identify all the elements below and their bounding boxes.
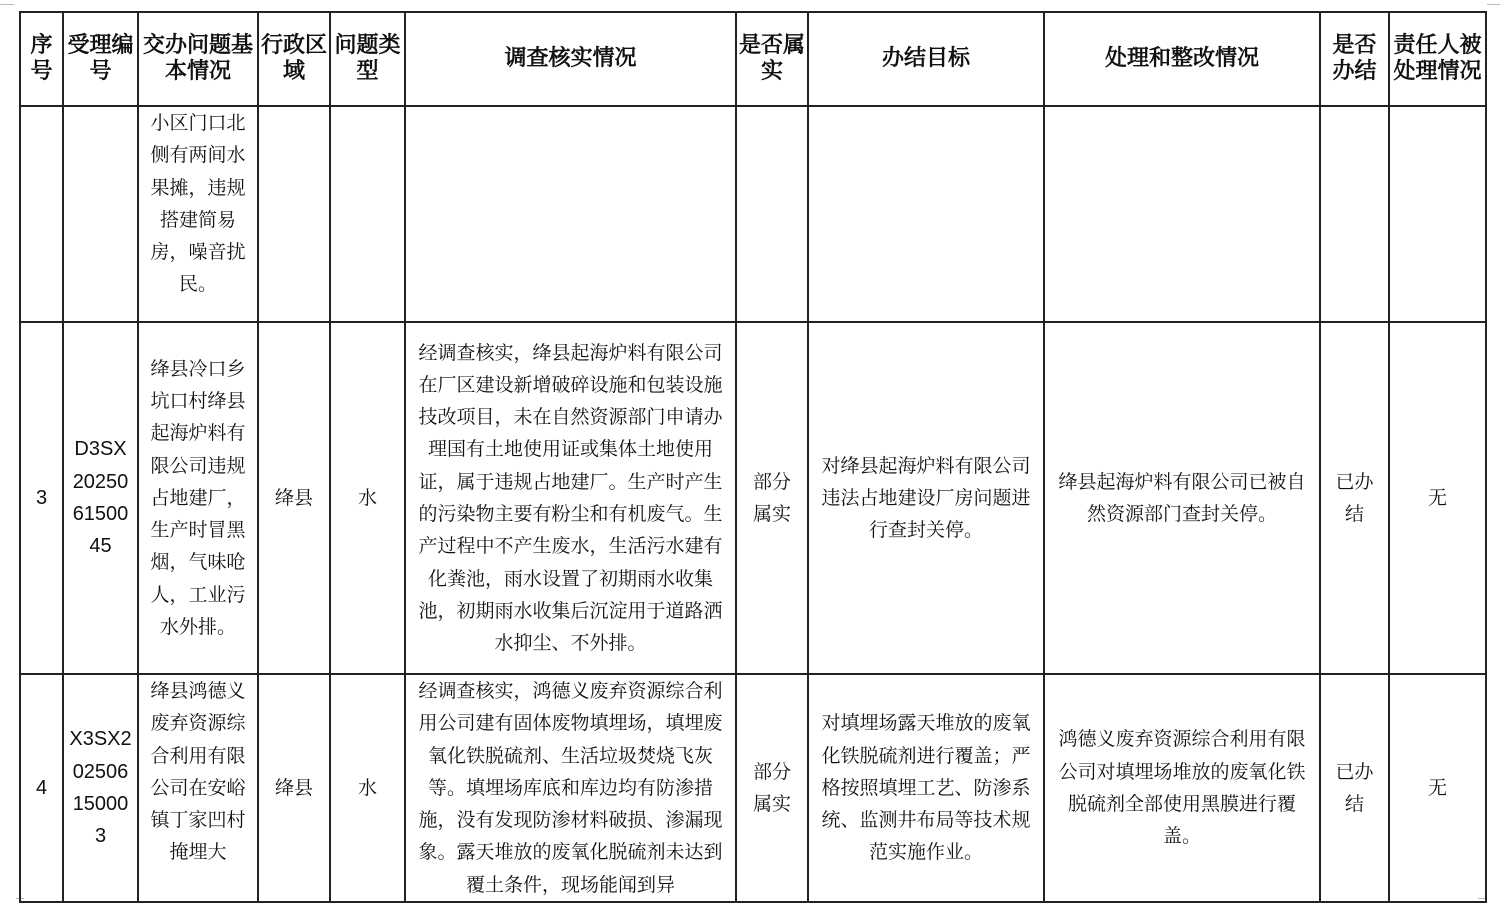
cell-verified: 部分属实 <box>736 674 808 902</box>
page-edge <box>1487 4 1500 5</box>
cell-region: 绛县 <box>258 674 330 902</box>
cell-summary: 绛县冷口乡坑口村绛县起海炉料有限公司违规占地建厂，生产时冒黑烟，气味呛人，工业污水外排。 <box>138 322 258 674</box>
header-summary: 交办问题基本情况 <box>138 12 258 106</box>
complaint-table <box>19 11 1487 903</box>
cell-summary: 小区门口北侧有两间水果摊，违规搭建简易房，噪音扰民。 <box>138 106 258 322</box>
cell-seq <box>20 106 63 322</box>
cell-investigation <box>405 106 736 322</box>
table-row <box>20 106 1486 322</box>
cell-closed: 已办结 <box>1320 674 1389 902</box>
header-row <box>20 12 1486 106</box>
cell-handling <box>1044 106 1320 322</box>
cell-accountability: 无 <box>1389 674 1486 902</box>
cell-code: D3SX202506150045 <box>63 322 138 674</box>
header-code: 受理编号 <box>63 12 138 106</box>
table-row <box>20 322 1486 674</box>
table-row <box>20 674 1486 902</box>
header-goal: 办结目标 <box>808 12 1044 106</box>
header-seq: 序号 <box>20 12 63 106</box>
cell-seq: 3 <box>20 322 63 674</box>
cell-region: 绛县 <box>258 322 330 674</box>
cell-handling: 绛县起海炉料有限公司已被自然资源部门查封关停。 <box>1044 322 1320 674</box>
page-edge <box>0 4 14 5</box>
cell-region <box>258 106 330 322</box>
cell-investigation: 经调查核实，鸿德义废弃资源综合利用公司建有固体废物填埋场，填埋废氧化铁脱硫剂、生活垃圾焚烧飞灰等。填埋场库底和库边均有防渗措施，没有发现防渗材料破损、渗漏现象。露天堆放的废氧化脱硫剂未达到覆土条件，现场能闻到异 <box>405 674 736 902</box>
cell-type <box>330 106 405 322</box>
cell-accountability <box>1389 106 1486 322</box>
cell-seq: 4 <box>20 674 63 902</box>
header-closed: 是否办结 <box>1320 12 1389 106</box>
header-investigation: 调查核实情况 <box>405 12 736 106</box>
header-accountability: 责任人被处理情况 <box>1389 12 1486 106</box>
cell-type: 水 <box>330 674 405 902</box>
cell-code: X3SX202506150003 <box>63 674 138 902</box>
cell-closed: 已办结 <box>1320 322 1389 674</box>
cell-verified: 部分属实 <box>736 322 808 674</box>
cell-verified <box>736 106 808 322</box>
cell-investigation: 经调查核实，绛县起海炉料有限公司在厂区建设新增破碎设施和包装设施技改项目，未在自然资源部门申请办理国有土地使用证或集体土地使用证，属于违规占地建厂。生产时产生的污染物主要有粉尘和有机废气。生产过程中不产生废水，生活污水建有化粪池，雨水设置了初期雨水收集池，初期雨水收集后沉淀用于道路洒水抑尘、不外排。 <box>405 322 736 674</box>
cell-goal: 对填埋场露天堆放的废氧化铁脱硫剂进行覆盖；严格按照填埋工艺、防渗系统、监测井布局等技术规范实施作业。 <box>808 674 1044 902</box>
cell-goal <box>808 106 1044 322</box>
header-verified: 是否属实 <box>736 12 808 106</box>
cell-type: 水 <box>330 322 405 674</box>
cell-accountability: 无 <box>1389 322 1486 674</box>
cell-goal: 对绛县起海炉料有限公司违法占地建设厂房问题进行查封关停。 <box>808 322 1044 674</box>
header-handling: 处理和整改情况 <box>1044 12 1320 106</box>
cell-summary: 绛县鸿德义废弃资源综合利用有限公司在安峪镇丁家凹村掩埋大 <box>138 674 258 902</box>
header-type: 问题类型 <box>330 12 405 106</box>
cell-code <box>63 106 138 322</box>
cell-closed <box>1320 106 1389 322</box>
header-region: 行政区域 <box>258 12 330 106</box>
cell-handling: 鸿德义废弃资源综合利用有限公司对填埋场堆放的废氧化铁脱硫剂全部使用黑膜进行覆盖。 <box>1044 674 1320 902</box>
